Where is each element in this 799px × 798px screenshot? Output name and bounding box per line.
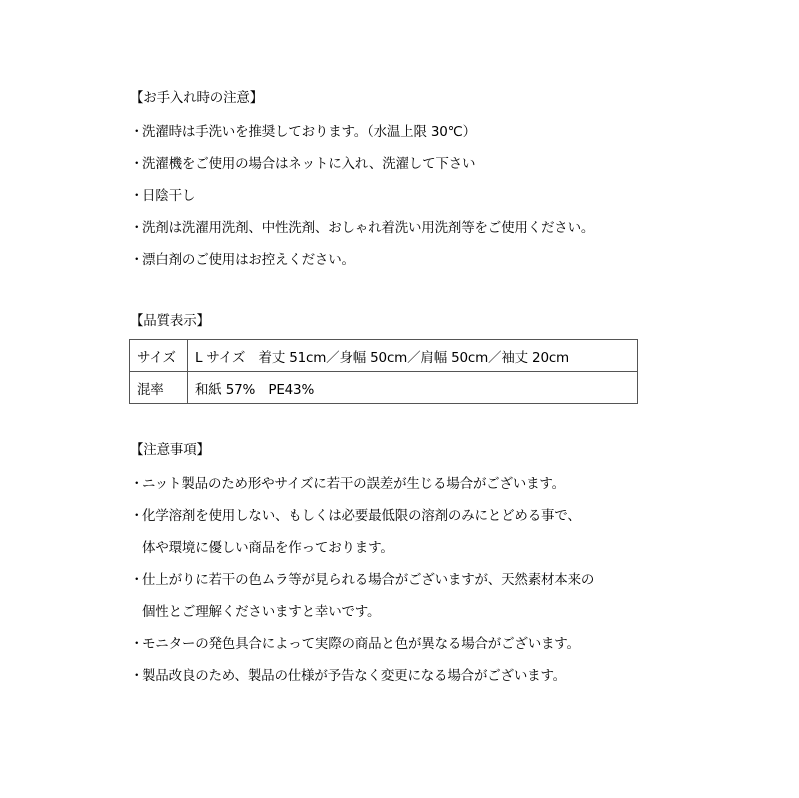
notes-item-text: 仕上がりに若干の色ムラ等が見られる場合がございますが、天然素材本来の [142,572,595,588]
care-item-text: 日陰干し [142,188,196,204]
table-row [130,372,638,404]
composition-value: 和紙 57% PE43% [188,372,638,404]
notes-section [130,438,650,692]
bullet: ・ [130,636,144,652]
bullet: ・ [130,124,144,140]
notes-item-continuation [130,596,650,628]
bullet: ・ [130,188,144,204]
notes-item-text: 個性とご理解くださいますと幸いです。 [142,604,381,620]
quality-heading: 【品質表示】 [130,313,210,329]
care-item [130,180,650,212]
care-item-text: 漂白剤のご使用はお控えください。 [142,252,355,268]
bullet: ・ [130,668,144,684]
bullet: ・ [130,220,144,236]
care-item-text: 洗濯機をご使用の場合はネットに入れ、洗濯して下さい [142,156,476,172]
quality-table [129,339,638,404]
notes-item [130,468,650,500]
bullet: ・ [130,252,144,268]
notes-item-text: 化学溶剤を使用しない、もしくは必要最低限の溶剤のみにとどめる事で、 [142,508,581,524]
size-label: サイズ [130,340,188,372]
composition-label: 混率 [130,372,188,404]
notes-item [130,564,650,596]
notes-item-continuation [130,532,650,564]
notes-item [130,660,650,692]
care-item-text: 洗濯時は手洗いを推奨しております。（水温上限 30℃） [142,124,476,140]
notes-item [130,500,650,532]
care-section [130,86,650,276]
notes-item-text: モニターの発色具合によって実際の商品と色が異なる場合がございます。 [142,636,580,652]
notes-item-text: ニット製品のため形やサイズに若干の誤差が生じる場合がございます。 [142,476,565,492]
care-item [130,212,650,244]
bullet: ・ [130,476,144,492]
table-row [130,340,638,372]
bullet: ・ [130,156,144,172]
notes-item-text: 体や環境に優しい商品を作っております。 [142,540,394,556]
size-value: L サイズ 着丈 51cm／身幅 50cm／肩幅 50cm／袖丈 20cm [188,340,638,372]
care-heading: 【お手入れ時の注意】 [130,90,263,106]
care-item [130,116,650,148]
notes-item-text: 製品改良のため、製品の仕様が予告なく変更になる場合がございます。 [142,668,566,684]
bullet: ・ [130,508,144,524]
care-item-text: 洗剤は洗濯用洗剤、中性洗剤、おしゃれ着洗い用洗剤等をご使用ください。 [142,220,595,236]
care-item [130,148,650,180]
bullet: ・ [130,572,144,588]
notes-item [130,628,650,660]
care-item [130,244,650,276]
quality-section [130,309,650,333]
notes-heading: 【注意事項】 [130,442,210,458]
